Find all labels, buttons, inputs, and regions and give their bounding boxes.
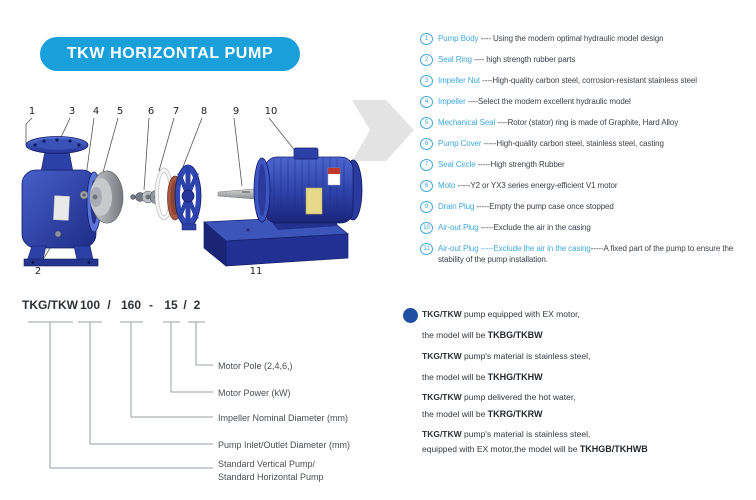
part-number-badge: 7: [420, 159, 433, 171]
model-code-breakdown: [22, 298, 368, 494]
part-name: Impeller Nut: [438, 76, 480, 85]
label-motor-power: Motor Power (kW): [218, 388, 291, 398]
diagram-label-10: 10: [264, 106, 278, 117]
part-desc: ----High-quality carbon steel, corrosion-resistant stainless steel: [479, 76, 697, 85]
bullet-circle-icon: [403, 308, 418, 323]
part-item: [420, 75, 754, 87]
ex-motor-lines: [422, 304, 752, 455]
part-number-badge: 9: [420, 201, 433, 213]
part-number-badge: 11: [420, 243, 433, 255]
label-standard-pump: [218, 458, 324, 484]
model-impeller-diameter: 160: [120, 298, 142, 312]
diagram-label-7: 7: [172, 106, 180, 117]
page-title: TKW HORIZONTAL PUMP: [66, 45, 274, 62]
part-desc: ---- high strength rubber parts: [471, 55, 576, 64]
part-name: Air-out Plug: [438, 223, 479, 232]
part-name: Mechanical Seal: [438, 118, 496, 127]
part-name: Seal Ring: [438, 55, 472, 64]
part-desc: ----Select the modern excellent hydraulic model: [465, 97, 631, 106]
part-number-badge: 4: [420, 96, 433, 108]
pump-exploded-diagram: [8, 98, 420, 290]
part-number-badge: 1: [420, 33, 433, 45]
part-name: Pump Body: [438, 34, 479, 43]
ex-line: the model will be TKBG/TKBW: [422, 330, 543, 340]
part-desc: ----Rotor (stator) ring is made of Graphite, Hard Alloy: [495, 118, 679, 127]
diagram-label-5: 5: [116, 106, 124, 117]
part-item: [420, 96, 754, 108]
part-item: [420, 201, 754, 213]
impeller-nut: [80, 191, 88, 199]
model-prefix: TKG/TKW: [22, 298, 78, 312]
model-separator: -: [149, 298, 153, 312]
motor-nameplate: [306, 188, 322, 214]
diagram-label-6: 6: [147, 106, 155, 117]
part-item: [420, 138, 754, 150]
part-item: [420, 243, 754, 265]
part-number-badge: 8: [420, 180, 433, 192]
part-name: Moto: [438, 181, 456, 190]
part-name: Impeller: [438, 97, 466, 106]
part-desc: -----Y2 or YX3 series energy-efficient V1 motor: [455, 181, 618, 190]
part-desc: -----Exclude the air in the casing: [478, 223, 591, 232]
label-motor-pole: Motor Pole (2,4,6,): [218, 361, 293, 371]
motor: [254, 148, 362, 230]
ex-line: TKG/TKW pump delivered the hot water,: [422, 392, 576, 402]
part-number-badge: 3: [420, 75, 433, 87]
parts-list: [420, 33, 754, 274]
diagram-label-11: 11: [249, 266, 263, 277]
model-separator: /: [183, 298, 187, 312]
ex-line: the model will be TKRG/TKRW: [422, 409, 543, 419]
part-desc: -----A fixed part of the pump to ensure the stability of the pump installation.: [438, 244, 734, 264]
right-arrow-icon: [352, 100, 414, 161]
model-pole: 2: [193, 298, 201, 312]
diagram-label-4: 4: [92, 106, 100, 117]
ex-line: TKG/TKW pump's material is stainless steel,: [422, 351, 591, 361]
ex-line: TKG/TKW pump's material is stainless steel,: [422, 429, 591, 439]
part-item: [420, 54, 754, 66]
label-inlet-diameter: Pump Inlet/Outlet Diameter (mm): [218, 440, 351, 450]
part-item: [420, 180, 754, 192]
diagram-label-8: 8: [200, 106, 208, 117]
part-number-badge: 2: [420, 54, 433, 66]
ex-line: equipped with EX motor,the model will be TKHGB/TKHWB: [422, 444, 648, 454]
drain-plug: [55, 231, 61, 237]
part-item: [420, 222, 754, 234]
part-item: [420, 117, 754, 129]
part-name: Air-out Plug: [438, 244, 479, 253]
part-desc: -----Empty the pump case once stopped: [474, 202, 614, 211]
part-name: Pump Cover: [438, 139, 482, 148]
pump-cover: [175, 165, 201, 230]
diagram-label-2: 2: [34, 266, 42, 277]
part-name: Seal Circle: [438, 160, 476, 169]
part-desc: -----High-quality carbon steel, stainless steel, casting: [481, 139, 664, 148]
ex-line: the model will be TKHG/TKHW: [422, 372, 543, 382]
part-number-badge: 6: [420, 138, 433, 150]
label-standard-pump-line1: Standard Vertical Pump/: [218, 459, 316, 469]
model-separator: /: [107, 298, 111, 312]
label-impeller-diameter: Impeller Nominal Diameter (mm): [218, 413, 349, 423]
model-inlet-diameter: 100: [79, 298, 101, 312]
title-banner: [40, 37, 300, 71]
part-name: Drain Plug: [438, 202, 475, 211]
part-item: [420, 33, 754, 45]
diagram-label-3: 3: [68, 106, 76, 117]
part-number-badge: 10: [420, 222, 433, 234]
shaft: [218, 189, 255, 199]
diagram-label-9: 9: [232, 106, 240, 117]
part-desc: ---- Using the modern optimal hydraulic model design: [478, 34, 664, 43]
diagram-label-1: 1: [28, 106, 36, 117]
ex-motor-notes: [400, 304, 752, 455]
part-desc: -----High strength Rubber: [475, 160, 565, 169]
part-name-extension: -----Exclude the air in the casing: [478, 244, 591, 253]
part-item: [420, 159, 754, 171]
label-standard-pump-line2: Standard Horizontal Pump: [218, 472, 324, 482]
ex-line: TKG/TKW pump equipped with EX motor,: [422, 309, 580, 319]
model-power: 15: [164, 298, 178, 312]
part-number-badge: 5: [420, 117, 433, 129]
